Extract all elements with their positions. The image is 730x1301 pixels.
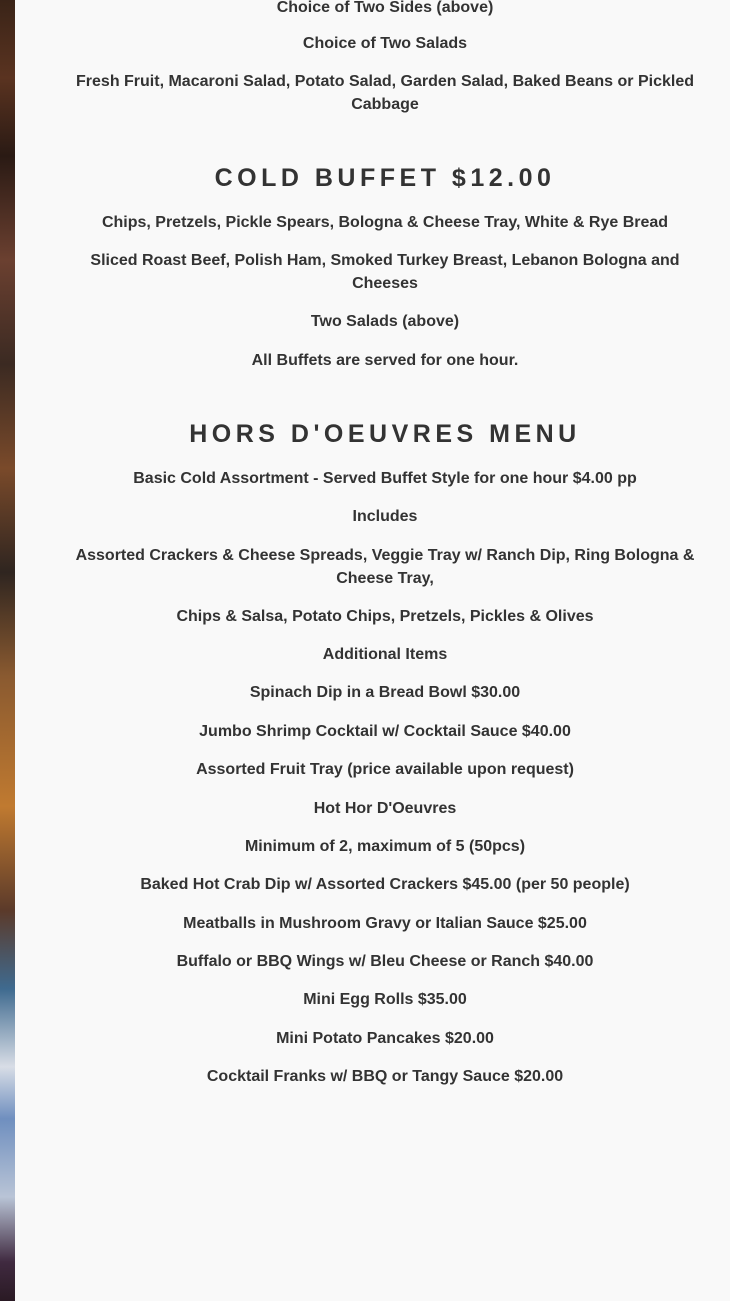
menu-line: Choice of Two Salads xyxy=(302,35,468,52)
menu-line: Choice of Two Sides (above) xyxy=(276,0,494,16)
menu-line: Buffalo or BBQ Wings w/ Bleu Cheese or Ranch $40.00 xyxy=(176,953,594,970)
menu-line: Spinach Dip in a Bread Bowl $30.00 xyxy=(249,684,521,701)
menu-line: Meatballs in Mushroom Gravy or Italian Sauce $25.00 xyxy=(183,915,587,932)
menu-line: Hot Hor D'Oeuvres xyxy=(313,800,457,817)
hors-doeuvres-heading: HORS D'OEUVRES MENU xyxy=(189,420,581,448)
menu-line: Cocktail Franks w/ BBQ or Tangy Sauce $20.00 xyxy=(206,1068,564,1085)
menu-content xyxy=(15,0,730,1301)
menu-line: Includes xyxy=(352,508,418,525)
menu-line: Basic Cold Assortment - Served Buffet Style for one hour $4.00 pp xyxy=(133,470,637,487)
background-photo-strip xyxy=(0,0,15,1301)
menu-line: Additional Items xyxy=(322,646,448,663)
menu-line: Chips & Salsa, Potato Chips, Pretzels, Pickles & Olives xyxy=(176,608,594,625)
menu-line: Fresh Fruit, Macaroni Salad, Potato Salad, Garden Salad, Baked Beans or Pickled Cabbage xyxy=(76,73,694,113)
menu-line: Sliced Roast Beef, Polish Ham, Smoked Turkey Breast, Lebanon Bologna and Cheeses xyxy=(90,252,680,292)
menu-line: Chips, Pretzels, Pickle Spears, Bologna & Cheese Tray, White & Rye Bread xyxy=(101,214,669,231)
menu-line: Assorted Fruit Tray (price available upon request) xyxy=(196,761,574,778)
menu-line: Baked Hot Crab Dip w/ Assorted Crackers $45.00 (per 50 people) xyxy=(140,876,630,893)
menu-line: Mini Potato Pancakes $20.00 xyxy=(276,1030,494,1047)
menu-line: Assorted Crackers & Cheese Spreads, Veggie Tray w/ Ranch Dip, Ring Bologna & Cheese Tray, xyxy=(75,547,695,587)
menu-line: Minimum of 2, maximum of 5 (50pcs) xyxy=(244,838,526,855)
menu-line: Jumbo Shrimp Cocktail w/ Cocktail Sauce $40.00 xyxy=(199,723,571,740)
cold-buffet-heading: COLD BUFFET $12.00 xyxy=(214,164,556,192)
menu-line: Mini Egg Rolls $35.00 xyxy=(303,991,467,1008)
menu-line: All Buffets are served for one hour. xyxy=(251,352,519,369)
menu-line: Two Salads (above) xyxy=(310,313,460,330)
